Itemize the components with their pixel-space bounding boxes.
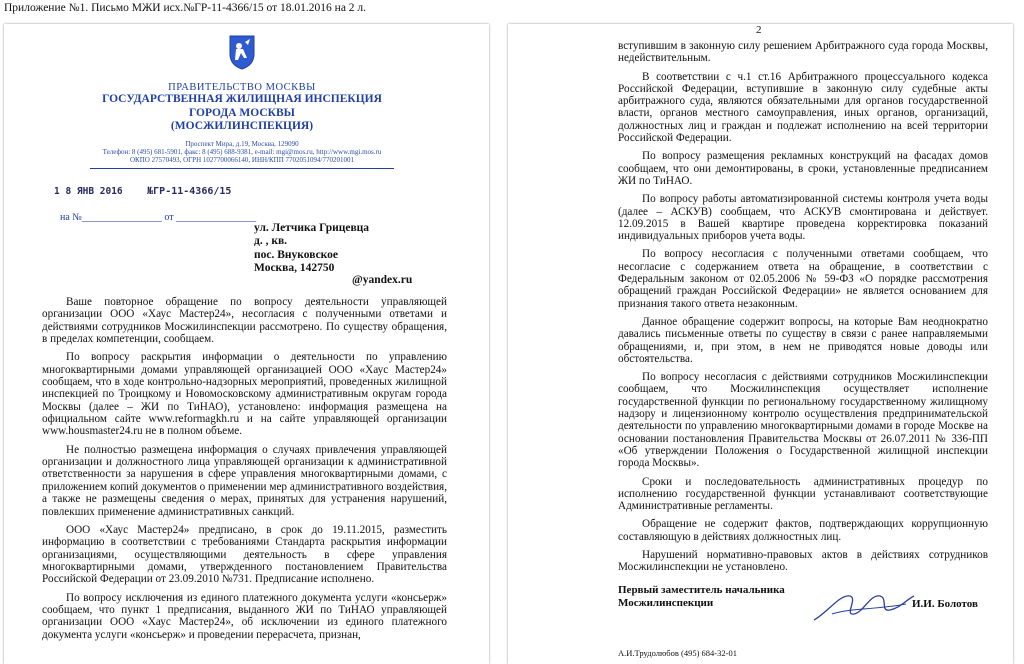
recipient-street: ул. Летчика Грицевца	[254, 222, 370, 234]
government-label: ПРАВИТЕЛЬСТВО МОСКВЫ	[168, 82, 316, 93]
paragraph: По вопросу несогласия с полученными ответами сообщаем, что несогласие с содержанием ответа на обращение, в соответствии с Федеральным законом от 02.05.2006 № 59-ФЗ «О порядке рассмотрения обращений граждан Российской Федерации» не является основанием для признания такого ответа незаконным.	[618, 248, 988, 310]
paragraph: По вопросу исключения из единого платежного документа услуги «консьерж» сообщаем, что пункт 1 предписания, выданного ЖИ по ТиНАО управляющей организации ООО «Хаус Мастер24», об исключении из единого платежного документа услуги «консьерж» и проведении перерасчета, признан,	[42, 591, 447, 641]
paragraph: По вопросу работы автоматизированной системы контроля учета воды (далее – АСКУВ) сообщаем, что АСКУВ смонтирована и действует. 12.09.2015 в Вашей квартире проведена корректировка показаний индивидуальных приборов учета воды.	[618, 193, 988, 243]
letterhead-codes: ОКПО 27570493, ОГРН 1027700066140, ИНН/КПП 7702051094/770201001	[130, 156, 354, 165]
signatory-name: И.И. Болотов	[912, 598, 978, 610]
registration-date: 1 8 ЯНВ 2016	[54, 186, 123, 197]
inspection-name-line2: ГОРОДА МОСКВЫ	[189, 106, 295, 119]
paragraph: Не полностью размещена информация о случаях привлечения управляющей организации и должностного лица управляющей организации к административной ответственности за нарушения в сфере управления многоквартирными домами, с приложением копий документов о применении мер административного воздействия, а также не размещены сведения о мерах, принятых для устранения нарушений, повлекших применение административных санкций.	[42, 443, 447, 518]
recipient-city: Москва, 142750	[254, 262, 335, 275]
letterhead-phones: Телефон: 8 (495) 681-5901, факс: 8 (495) 688-9381, e-mail: mgi@mos.ru, http://www.mgi.mos.ru	[102, 147, 382, 156]
paragraph: В соответствии с ч.1 ст.16 Арбитражного процессуального кодекса Российской Федерации, вступившие в законную силу судебные акты арбитражного суда, являются обязательными для органов государственной власти, органов местного самоуправления, иных органов, организаций, должностных лиц и граждан и подлежат исполнению на всей территории Российской Федерации.	[618, 70, 988, 145]
paragraph: По вопросу несогласия с действиями сотрудников Мосжилинспекции сообщаем, что Мосжилинспекция осуществляет исполнение государственной функции по региональному государственному жилищному надзору и лицензионному контролю осуществления предпринимательской деятельности по управлению многоквартирными домами в городе Москве на основании постановления Правительства Москвы от 26.07.2011 № 336-ПП «Об утверждении Положения о Государственной жилищной инспекции города Москвы».	[618, 371, 988, 470]
executor-contact: А.И.Трудолюбов (495) 684-32-01	[618, 648, 737, 658]
letter-page-2	[508, 24, 1013, 664]
reference-line: на №________________ от ________________	[60, 212, 257, 223]
letterhead-address: Проспект Мира, д.19, Москва, 129090	[185, 139, 299, 148]
letter-page-1	[4, 24, 489, 664]
letter-body-page-1	[42, 296, 447, 647]
signatory-title	[618, 584, 785, 610]
page-number: 2	[756, 24, 762, 36]
paragraph: вступившим в законную силу решением Арбитражного суда города Москвы, недействительным.	[618, 40, 988, 65]
paragraph: Сроки и последовательность административных процедур по исполнению государственной функции устанавливают соответствующие Административные регламенты.	[618, 475, 988, 513]
document-caption: Приложение №1. Письмо МЖИ исх.№ГР-11-4366/15 от 18.01.2016 на 2 л.	[4, 2, 367, 14]
paragraph: По вопросу размещения рекламных конструкций на фасадах домов сообщаем, что они демонтированы, в сроки, установленные предписанием ЖИ по ТиНАО.	[618, 150, 988, 187]
paragraph: Нарушений нормативно-правовых актов в действиях сотрудников Мосжилинспекции не установлено.	[618, 548, 988, 574]
page-gap	[492, 0, 506, 662]
handwritten-signature	[810, 574, 920, 634]
letterhead	[82, 34, 402, 169]
recipient-address	[254, 222, 369, 276]
inspection-name-line3: (МОСЖИЛИНСПЕКЦИЯ)	[170, 120, 314, 132]
letter-body-page-2	[618, 40, 988, 580]
paragraph: Обращение не содержит фактов, подтверждающих коррупционную составляющую в действиях должностных лиц.	[618, 518, 988, 543]
recipient-house: д. , кв.	[254, 235, 288, 248]
recipient-email: @yandex.ru	[352, 274, 413, 286]
letterhead-divider	[90, 168, 394, 170]
recipient-settlement: пос. Внуковское	[254, 248, 338, 261]
paragraph: По вопросу раскрытия информации о деятельности по управлению многоквартирными домами управляющей организацией ООО «Хаус Мастер24» сообщаем, что в ходе контрольно-надзорных мероприятий, проведенных жилищной инспекцией по Троицкому и Новомосковскому административным округам города Москвы (далее – ЖИ по ТиНАО), установлено: информация размещена на официальном сайте www.reformagkh.ru и на сайте управляющей организации www.housmaster24.ru не в полном объеме.	[42, 351, 447, 438]
registration-stamp	[54, 186, 231, 197]
inspection-name-line1: ГОСУДАРСТВЕННАЯ ЖИЛИЩНАЯ ИНСПЕКЦИЯ	[102, 93, 382, 105]
moscow-coat-of-arms-icon	[228, 34, 256, 70]
signatory-title-line1: Первый заместитель начальника	[618, 584, 785, 596]
paragraph: Данное обращение содержит вопросы, на которые Вам неоднократно давались письменные ответы по существу в связи с ранее направляемыми обращениями, и, при этом, в нем не приводятся новые доводы или обстоятельства.	[618, 315, 988, 365]
registration-number: №ГР-11-4366/15	[147, 186, 232, 197]
signatory-title-line2: Мосжилинспекции	[618, 597, 714, 609]
paragraph: ООО «Хаус Мастер24» предписано, в срок до 19.11.2015, разместить информацию в соответствии с требованиями Стандарта раскрытия информации организациями, осуществляющими деятельность в сфере управления многоквартирными домами, утвержденного постановлением Правительства Российской Федерации от 23.09.2010 №731. Предписание исполнено.	[42, 523, 447, 586]
paragraph: Ваше повторное обращение по вопросу деятельности управляющей организации ООО «Хаус Мастер24», несогласия с полученными ответами и действиями сотрудников Мосжилинспекции рассмотрено. По существу обращения, в пределах компетенции, сообщаем.	[42, 296, 447, 346]
